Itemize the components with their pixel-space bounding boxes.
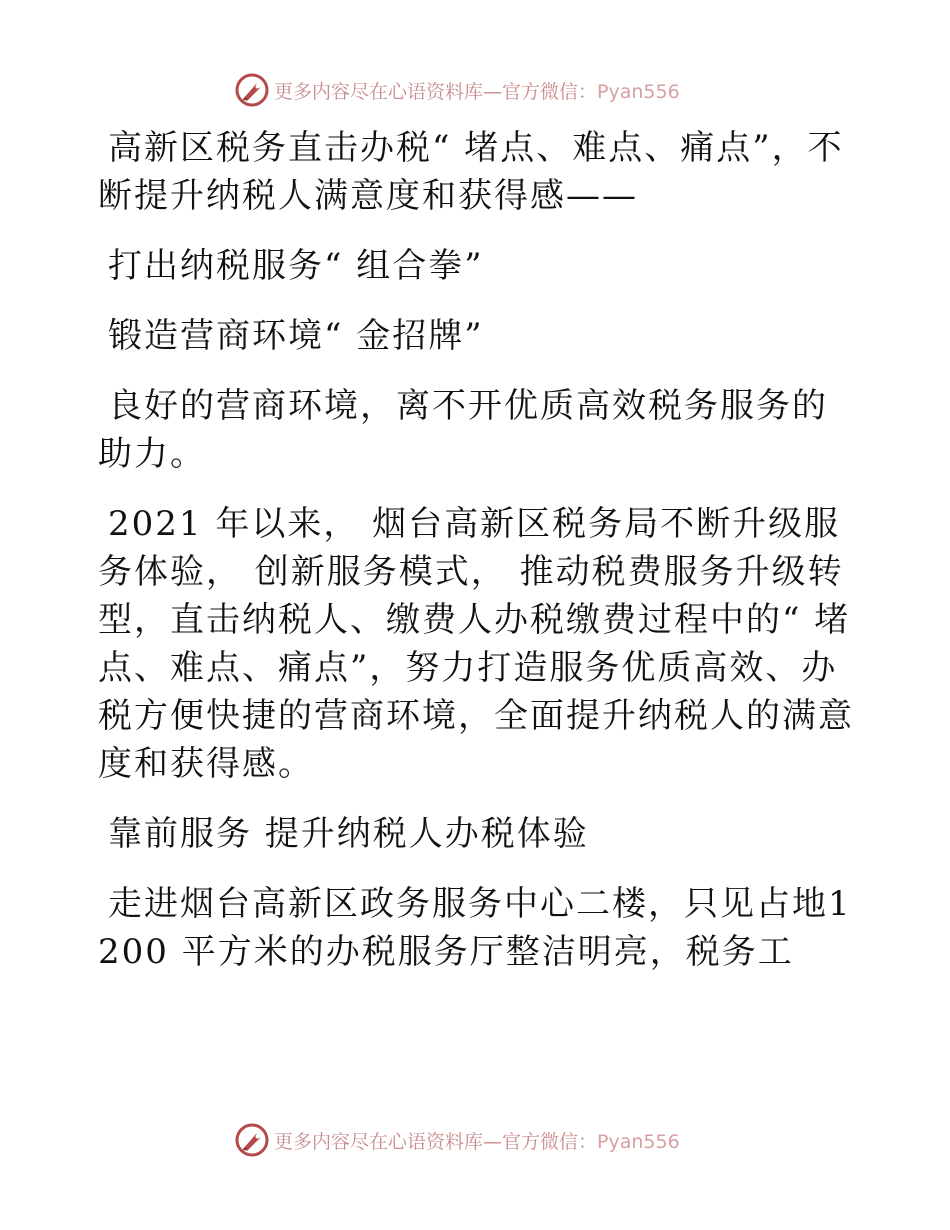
watermark-prefix: 更多内容尽在心语资料库—官方微信： (274, 1130, 598, 1153)
watermark-prefix: 更多内容尽在心语资料库—官方微信： (274, 80, 598, 103)
paragraph-section-body: 走进烟台高新区政务服务中心二楼，只见占地1200 平方米的办税服务厅整洁明亮，税务工 (98, 884, 852, 972)
watermark-text (274, 77, 680, 104)
paragraph-subtitle-2: 锻造营商环境“ 金招牌” (108, 316, 484, 356)
watermark-handle: Pyan556 (597, 80, 680, 103)
watermark-text (274, 1127, 680, 1154)
paragraph-section-heading: 靠前服务 提升纳税人办税体验 (108, 814, 589, 854)
paragraph-subtitle-1: 打出纳税服务“ 组合拳” (108, 246, 484, 286)
pen-nib-logo-icon (234, 1122, 270, 1158)
document-body (98, 124, 858, 998)
paragraph-intro: 良好的营商环境，离不开优质高效税务服务的助力。 (98, 386, 828, 474)
pen-nib-logo-icon (234, 72, 270, 108)
paragraph-body: 2021 年以来， 烟台高新区税务局不断升级服务体验， 创新服务模式， 推动税费服务升级转型，直击纳税人、缴费人办税缴费过程中的“ 堵点、难点、痛点”，努力打造服务优质高效、办税方便快捷的营商环境，全面提升纳税人的满意度和获得感。 (98, 504, 854, 784)
watermark-handle: Pyan556 (597, 1130, 680, 1153)
header-watermark (234, 70, 680, 110)
footer-watermark (234, 1120, 680, 1160)
paragraph-headline: 高新区税务直击办税“ 堵点、难点、痛点”，不断提升纳税人满意度和获得感—— (98, 128, 844, 216)
